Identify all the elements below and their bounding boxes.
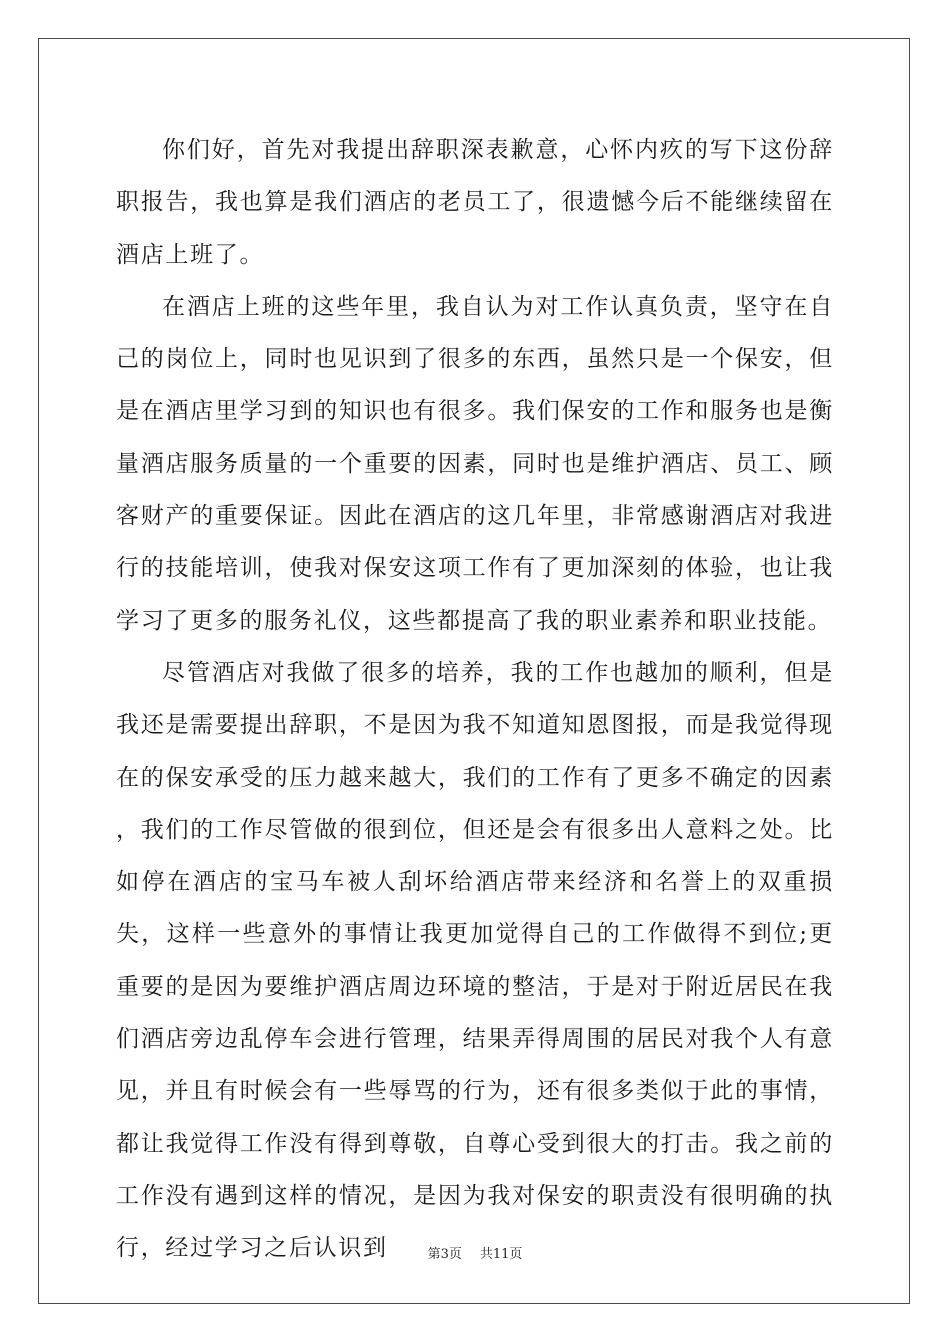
page-total: 共11页: [479, 1247, 523, 1262]
paragraph-2: 在酒店上班的这些年里，我自认为对工作认真负责，坚守在自己的岗位上，同时也见识到了很多的东西，虽然只是一个保安，但是在酒店里学习到的知识也有很多。我们保安的工作和服务也是衡量酒店服务质量的一个重要的因素，同时也是维护酒店、员工、顾客财产的重要保证。因此在酒店的这几年里，非常感谢酒店对我进行的技能培训，使我对保安这项工作有了更加深刻的体验，也让我学习了更多的服务礼仪，这些都提高了我的职业素养和职业技能。: [116, 293, 834, 634]
page-number: 第3页: [427, 1247, 462, 1262]
page-footer: [0, 1243, 950, 1262]
paragraph-1: 你们好，首先对我提出辞职深表歉意，心怀内疚的写下这份辞职报告，我也算是我们酒店的老员工了，很遗憾今后不能继续留在酒店上班了。: [116, 137, 834, 268]
document-body: [116, 124, 834, 1275]
paragraph-3: 尽管酒店对我做了很多的培养，我的工作也越加的顺利，但是我还是需要提出辞职，不是因为我不知道知恩图报，而是我觉得现在的保安承受的压力越来越大，我们的工作有了更多不确定的因素 ，我们的工作尽管做的很到位，但还是会有很多出人意料之处。比如停在酒店的宝马车被人刮坏给酒店带来经济和名誉上的双重损失，这样一些意外的事情让我更加觉得自己的工作做得不到位;更重要的是因为要维护酒店周边环境的整洁，于是对于附近居民在我们酒店旁边乱停车会进行管理，结果弄得周围的居民对我个人有意见，并且有时候会有一些辱骂的行为，还有很多类似于此的事情，都让我觉得工作没有得到尊敬，自尊心受到很大的打击。我之前的工作没有遇到这样的情况，是因为我对保安的职责没有很明确的执行，经过学习之后认识到: [116, 659, 834, 1262]
